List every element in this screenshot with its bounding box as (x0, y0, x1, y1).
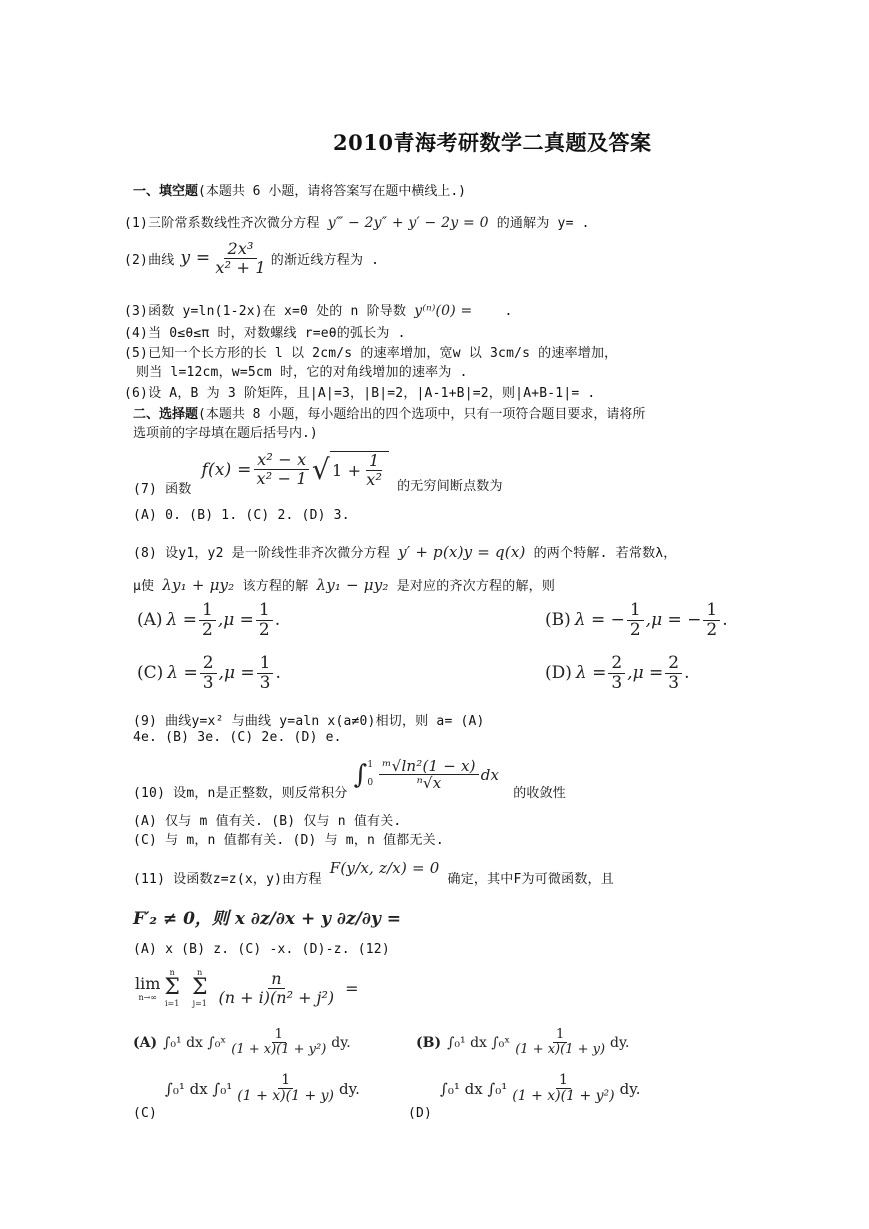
q12-option-c-label: (C) (133, 1106, 158, 1121)
lim-sub: n→∞ (138, 993, 157, 1002)
sum-sub: i=1 (165, 999, 180, 1008)
q8-homog-expr: λy₁ − μy₂ (316, 576, 389, 594)
sigma-icon: Σ (164, 975, 180, 1000)
q1-post: 的通解为 y= . (496, 216, 590, 231)
q7-radicand-one: 1 + (331, 460, 362, 480)
frac-den: (1 + x)(1 + y) (237, 1088, 335, 1105)
frac-den: 2 (629, 619, 641, 640)
q12-option-a (133, 1028, 351, 1058)
integral-sign: ∫ (353, 759, 368, 790)
q8-option-c-lambda: λ = (167, 663, 198, 684)
q8-option-b-end: . (722, 610, 728, 631)
q12-denominator: (n + i)(n² + j²) (218, 987, 335, 1007)
integral-upper: 1 (367, 760, 374, 771)
q8-equation: y′ + p(x)y = q(x) (398, 543, 526, 561)
q10-options-cd: (C) 与 m，n 值都有关. (D) 与 m，n 值都无关. (133, 833, 444, 848)
q11-post: 确定，其中F为可微函数，且 (447, 872, 614, 887)
q8-option-d-lambda: λ = (575, 663, 607, 684)
question-4: (4)当 0≤θ≤π 时，对数螺线 r=eθ的弧长为 . (124, 326, 406, 341)
q7-inner-denominator: x² (366, 469, 383, 489)
q8-option-a-mu: ,μ = (217, 610, 254, 631)
q2-numerator: 2x³ (224, 240, 256, 259)
q12-option-d-integral: ∫₀¹ dx ∫₀¹ (440, 1079, 508, 1098)
q12-option-b (416, 1028, 630, 1058)
q12-option-a-label: (A) (133, 1034, 158, 1051)
q8-option-b-lambda: λ = − (574, 610, 625, 631)
q12-option-d-fraction (509, 1073, 617, 1105)
q7-inner-fraction (363, 452, 385, 488)
q8-option-d (545, 654, 690, 692)
q10-dx: dx (480, 765, 500, 784)
q1-equation: y‴ − 2y″ + y′ − 2y = 0 (327, 215, 489, 231)
question-10 (133, 748, 566, 801)
q8-post: 的两个特解. 若常数λ， (533, 546, 677, 561)
q2-fraction (212, 240, 268, 276)
q12-option-d (440, 1073, 640, 1105)
q10-integral (354, 757, 500, 791)
frac-num: 1 (256, 601, 273, 621)
frac-num: 1 (627, 601, 644, 621)
q12-option-b-fraction (512, 1028, 608, 1058)
frac-num: 1 (199, 601, 216, 621)
q3-text: (3)函数 y=ln(1-2x)在 x=0 处的 n 阶导数 (124, 304, 407, 319)
frac-den: 3 (611, 672, 623, 693)
q7-lhs: f(x) = (201, 459, 252, 480)
q8-line2-a: μ使 (133, 579, 155, 594)
question-2 (124, 240, 379, 276)
sum-sup: n (197, 968, 203, 977)
q12-limit (135, 974, 160, 1002)
q1-text: (1)三阶常系数线性齐次微分方程 (124, 216, 320, 231)
q7-radical-sign: √ (311, 453, 330, 486)
q12-sum-i (164, 968, 180, 1008)
q2-lhs: y = (180, 248, 211, 269)
question-9-line-1: (9) 曲线y=x² 与曲线 y=aln x(a≠0)相切，则 a= (A) (133, 714, 485, 729)
integral-lower: 0 (367, 777, 374, 788)
section-2-desc-1: (本题共 8 小题，每小题给出的四个选项中，只有一项符合题目要求，请将所 (198, 407, 646, 422)
q8-option-a-frac2 (256, 601, 273, 639)
q3-post: . (504, 304, 513, 319)
q8-solution-expr: λy₁ + μy₂ (162, 576, 235, 594)
q8-text: (8) 设y1，y2 是一阶线性非齐次微分方程 (133, 546, 391, 561)
q8-option-c-mu: ,μ = (218, 663, 255, 684)
section-1-label: 一、填空题 (133, 184, 199, 199)
frac-num: 2 (608, 654, 625, 674)
frac-den: (1 + x)(1 + y) (515, 1042, 606, 1058)
q8-option-a-label: (A) (137, 610, 163, 631)
q12-option-d-label: (D) (408, 1106, 433, 1121)
q8-option-b-mu: ,μ = − (645, 610, 702, 631)
q8-line2-c: 是对应的齐次方程的解，则 (396, 579, 556, 594)
question-1 (124, 212, 590, 231)
integral-limits (367, 757, 373, 791)
q10-numerator: ᵐ√ln²(1 − x) (379, 758, 478, 776)
q12-option-c-fraction (234, 1073, 337, 1105)
q8-option-c-end: . (275, 663, 281, 684)
q10-options-ab: (A) 仅与 m 值有关. (B) 仅与 n 值有关. (133, 814, 402, 829)
question-7 (133, 442, 503, 497)
q12-sum-j (192, 968, 208, 1008)
frac-den: 2 (258, 619, 270, 640)
q8-option-b-frac2 (703, 601, 720, 639)
frac-den: 3 (202, 672, 214, 693)
q7-numerator: x² − x (254, 451, 309, 470)
q7-denominator: x² − 1 (256, 469, 307, 488)
q12-numerator: n (268, 970, 284, 989)
q12-fraction (216, 970, 338, 1006)
frac-num: 1 (553, 1028, 567, 1043)
q10-text: (10) 设m，n是正整数，则反常积分 (133, 786, 348, 801)
question-6: (6)设 A，B 为 3 阶矩阵，且|A|=3，|B|=2，|A-1+B|=2，则|A+B-1|= . (124, 386, 596, 401)
q7-post: 的无穷间断点数为 (397, 479, 503, 494)
q11-options: (A) x (B) z. (C) -x. (D)-z. (12) (133, 942, 390, 957)
q12-equals: = (345, 978, 359, 998)
sum-sub: j=1 (192, 999, 207, 1008)
section-2-desc-2: 选项前的字母填在题后括号内.) (133, 426, 318, 441)
frac-num: 2 (200, 654, 217, 674)
q7-fraction (254, 451, 310, 487)
q11-equation: F(y/x, z/x) = 0 (329, 859, 440, 877)
q8-option-a (137, 601, 280, 639)
q7-text: (7) 函数 (133, 482, 192, 497)
q10-denominator: ⁿ√x (416, 774, 442, 792)
q7-radicand (330, 451, 389, 488)
q8-option-c-frac1 (200, 654, 217, 692)
section-2-heading (133, 403, 645, 422)
section-2-label: 二、选择题 (133, 407, 199, 422)
frac-den: 2 (706, 619, 718, 640)
frac-num: 1 (556, 1073, 571, 1089)
frac-num: 2 (665, 654, 682, 674)
q2-text: (2)曲线 (124, 252, 175, 268)
q3-equation: y⁽ⁿ⁾(0) = (414, 303, 473, 319)
q10-fraction (379, 758, 478, 792)
q2-post: 的渐近线方程为 . (270, 252, 380, 268)
q12-option-a-integral: ∫₀¹ dx ∫₀ˣ (163, 1034, 227, 1051)
frac-den: (1 + x)(1 + y²) (231, 1042, 327, 1058)
q8-option-d-end: . (684, 663, 690, 684)
q8-option-b-label: (B) (545, 610, 571, 631)
q12-option-c (165, 1073, 360, 1105)
q2-denominator: x² + 1 (215, 257, 266, 277)
lim-word: lim (135, 974, 161, 993)
sum-sup: n (169, 968, 175, 977)
q8-option-a-frac1 (199, 601, 216, 639)
frac-den: 3 (259, 672, 271, 693)
sigma-icon: Σ (191, 975, 208, 1000)
q8-option-d-mu: ,μ = (627, 663, 664, 684)
frac-num: 1 (703, 601, 720, 621)
q8-option-d-frac1 (608, 654, 625, 692)
q8-option-c-frac2 (257, 654, 274, 692)
q12-option-d-dy: dy. (619, 1079, 641, 1098)
section-1-heading (133, 180, 466, 199)
frac-den: 2 (201, 619, 213, 640)
question-5-line-1: (5)已知一个长方形的长 l 以 2cm/s 的速率增加，宽w 以 3cm/s 的速率增加， (124, 346, 618, 361)
question-3 (124, 300, 513, 319)
q12-option-c-integral: ∫₀¹ dx ∫₀¹ (165, 1079, 233, 1098)
frac-den: (1 + x)(1 + y²) (512, 1088, 615, 1105)
q8-option-d-frac2 (665, 654, 682, 692)
q8-option-a-lambda: λ = (166, 610, 197, 631)
q7-inner-numerator: 1 (366, 452, 382, 471)
question-8-line-1 (133, 542, 677, 561)
q11-condition: F′₂ ≠ 0，则 x ∂z/∂x + y ∂z/∂y = (133, 909, 401, 929)
q12-expression (135, 968, 359, 1008)
q8-option-d-label: (D) (545, 663, 572, 684)
q12-option-b-label: (B) (416, 1034, 442, 1051)
q11-text: (11) 设函数z=z(x，y)由方程 (133, 872, 322, 887)
q8-option-a-end: . (274, 610, 281, 631)
frac-num: 1 (272, 1028, 286, 1043)
section-1-desc: (本题共 6 小题，请将答案写在题中横线上.) (198, 184, 466, 199)
q8-option-c (137, 654, 281, 692)
frac-num: 1 (278, 1073, 293, 1089)
q8-option-b (545, 601, 728, 639)
q10-post: 的收敛性 (513, 786, 567, 801)
q12-option-a-dy: dy. (331, 1034, 351, 1051)
q12-option-b-integral: ∫₀¹ dx ∫₀ˣ (447, 1034, 511, 1051)
q12-option-c-dy: dy. (339, 1079, 360, 1098)
q12-option-b-dy: dy. (610, 1034, 630, 1051)
q7-options: (A) 0. (B) 1. (C) 2. (D) 3. (133, 508, 350, 523)
page-title: 2010青海考研数学二真题及答案 (333, 130, 652, 155)
q8-option-c-label: (C) (137, 663, 164, 684)
q8-line2-b: 该方程的解 (242, 579, 309, 594)
question-8-line-2 (133, 575, 555, 594)
q8-option-b-frac1 (627, 601, 644, 639)
question-9-line-2: 4e. (B) 3e. (C) 2e. (D) e. (133, 730, 342, 745)
frac-den: 3 (668, 672, 680, 693)
q12-option-a-fraction (228, 1028, 329, 1058)
question-5-line-2: 则当 l=12cm，w=5cm 时，它的对角线增加的速率为 . (136, 365, 468, 380)
frac-num: 1 (257, 654, 274, 674)
question-11 (133, 859, 614, 887)
